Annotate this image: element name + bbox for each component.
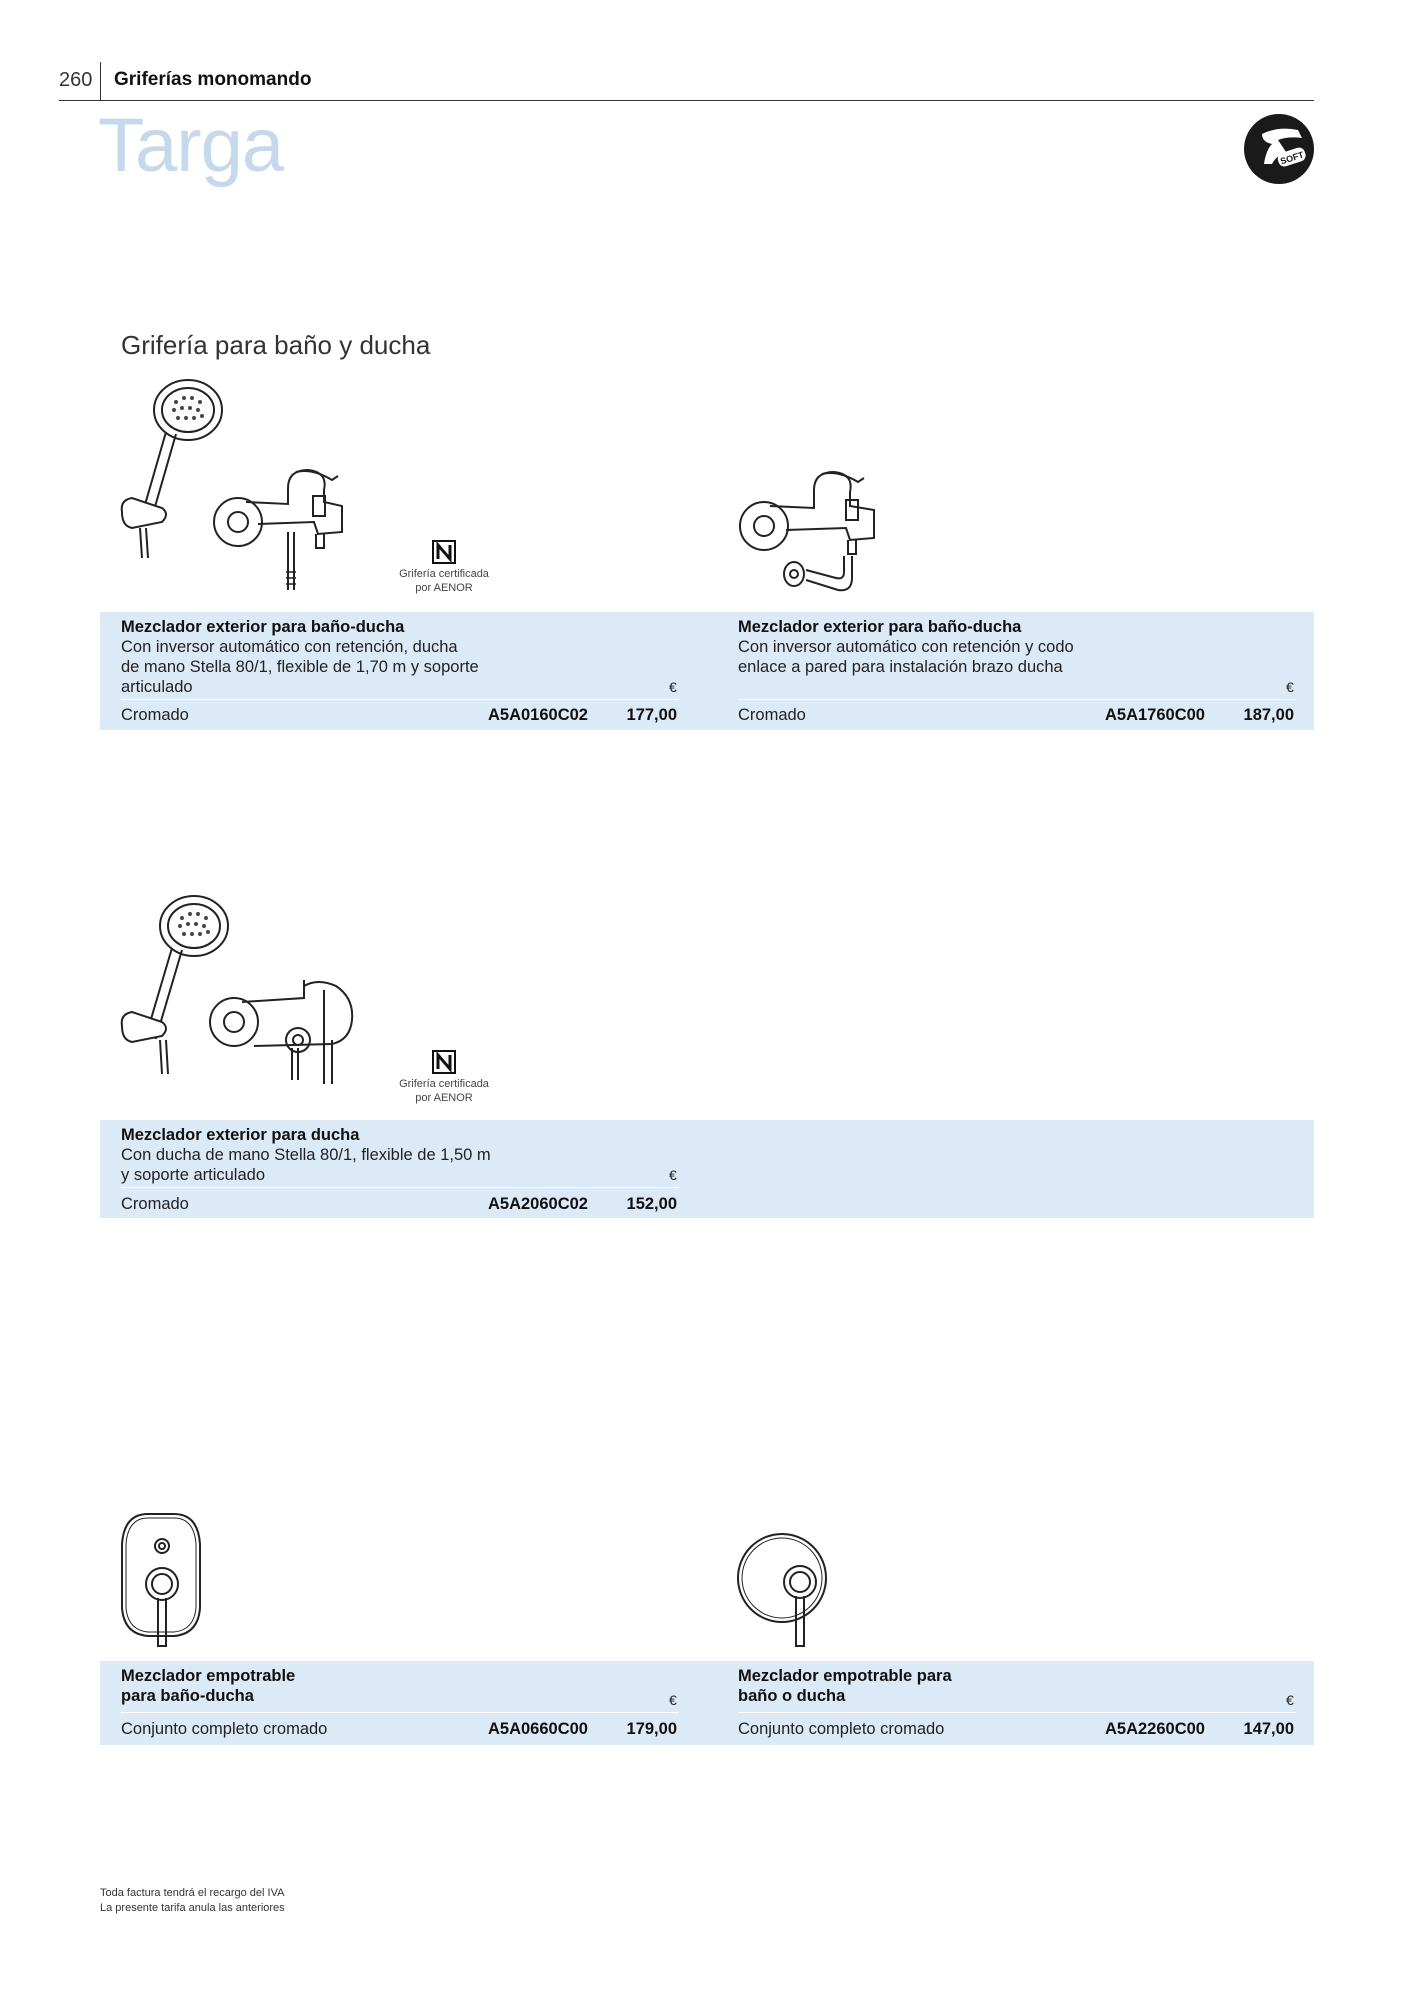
soft-badge-icon xyxy=(1242,112,1316,186)
currency-symbol: € xyxy=(669,1692,677,1708)
product-code: A5A0160C02 xyxy=(488,706,588,724)
cert-line-2: por AENOR xyxy=(415,1092,473,1104)
product-image-concealed-bath-mixer xyxy=(118,1510,218,1650)
product-desc-line: Con ducha de mano Stella 80/1, flexible de 1,50 m xyxy=(121,1146,491,1164)
product-price: 177,00 xyxy=(626,706,677,724)
product-variant: Conjunto completo cromado xyxy=(121,1720,328,1738)
product-desc-line: y soporte articulado xyxy=(121,1166,265,1184)
brand-title: Targa xyxy=(98,103,284,188)
footer-note-2: La presente tarifa anula las anteriores xyxy=(100,1902,285,1914)
aenor-n-icon xyxy=(432,540,456,564)
product-variant: Conjunto completo cromado xyxy=(738,1720,945,1738)
cert-line-1: Grifería certificada xyxy=(399,568,489,580)
product-image-shower-mixer xyxy=(118,890,368,1090)
soft-badge-text: SOFT xyxy=(1279,149,1305,167)
footer-note-1: Toda factura tendrá el recargo del IVA xyxy=(100,1887,285,1899)
header-rule xyxy=(59,100,1314,101)
product-code: A5A2260C00 xyxy=(1105,1720,1205,1738)
product-box-2 xyxy=(717,612,1314,730)
aenor-certification xyxy=(384,540,504,595)
aenor-certification xyxy=(384,1050,504,1105)
currency-symbol: € xyxy=(669,679,677,695)
product-variant: Cromado xyxy=(121,706,189,724)
page-number: 260 xyxy=(59,69,93,91)
product-price: 187,00 xyxy=(1243,706,1294,724)
product-price: 179,00 xyxy=(626,1720,677,1738)
cert-line-2: por AENOR xyxy=(415,582,473,594)
product-code: A5A2060C02 xyxy=(488,1195,588,1213)
product-image-bath-shower-mixer xyxy=(118,372,368,602)
product-desc-line: Con inversor automático con retención y codo xyxy=(738,638,1074,656)
row-separator xyxy=(738,699,1296,700)
cert-line-1: Grifería certificada xyxy=(399,1078,489,1090)
section-label: Griferías monomando xyxy=(114,69,312,90)
product-price: 147,00 xyxy=(1243,1720,1294,1738)
product-name-line: Mezclador empotrable para xyxy=(738,1667,952,1685)
product-name-line: baño o ducha xyxy=(738,1687,846,1705)
product-name-line: para baño-ducha xyxy=(121,1687,254,1705)
product-name-line: Mezclador empotrable xyxy=(121,1667,296,1685)
header-divider xyxy=(100,62,101,100)
product-code: A5A1760C00 xyxy=(1105,706,1205,724)
product-box-3 xyxy=(100,1120,1314,1218)
product-name: Mezclador exterior para baño-ducha xyxy=(121,618,405,636)
product-name: Mezclador exterior para baño-ducha xyxy=(738,618,1022,636)
row-separator xyxy=(121,1712,679,1713)
product-desc-line: de mano Stella 80/1, flexible de 1,70 m y soporte xyxy=(121,658,479,676)
currency-symbol: € xyxy=(1286,1692,1294,1708)
currency-symbol: € xyxy=(1286,679,1294,695)
product-box-5 xyxy=(717,1661,1314,1745)
product-box-1 xyxy=(100,612,717,730)
currency-symbol: € xyxy=(669,1167,677,1183)
product-variant: Cromado xyxy=(738,706,806,724)
product-box-4 xyxy=(100,1661,717,1745)
product-desc-line: enlace a pared para instalación brazo ducha xyxy=(738,658,1063,676)
product-image-concealed-shower-mixer xyxy=(736,1532,836,1652)
row-separator xyxy=(121,1187,679,1188)
product-name: Mezclador exterior para ducha xyxy=(121,1126,360,1144)
aenor-n-icon xyxy=(432,1050,456,1074)
product-code: A5A0660C00 xyxy=(488,1720,588,1738)
product-variant: Cromado xyxy=(121,1195,189,1213)
product-desc-line: articulado xyxy=(121,678,193,696)
product-image-bath-shower-mixer-elbow xyxy=(734,460,894,600)
product-desc-line: Con inversor automático con retención, ducha xyxy=(121,638,458,656)
row-separator xyxy=(121,699,679,700)
product-price: 152,00 xyxy=(626,1195,677,1213)
group-title: Grifería para baño y ducha xyxy=(121,330,431,360)
row-separator xyxy=(738,1712,1296,1713)
